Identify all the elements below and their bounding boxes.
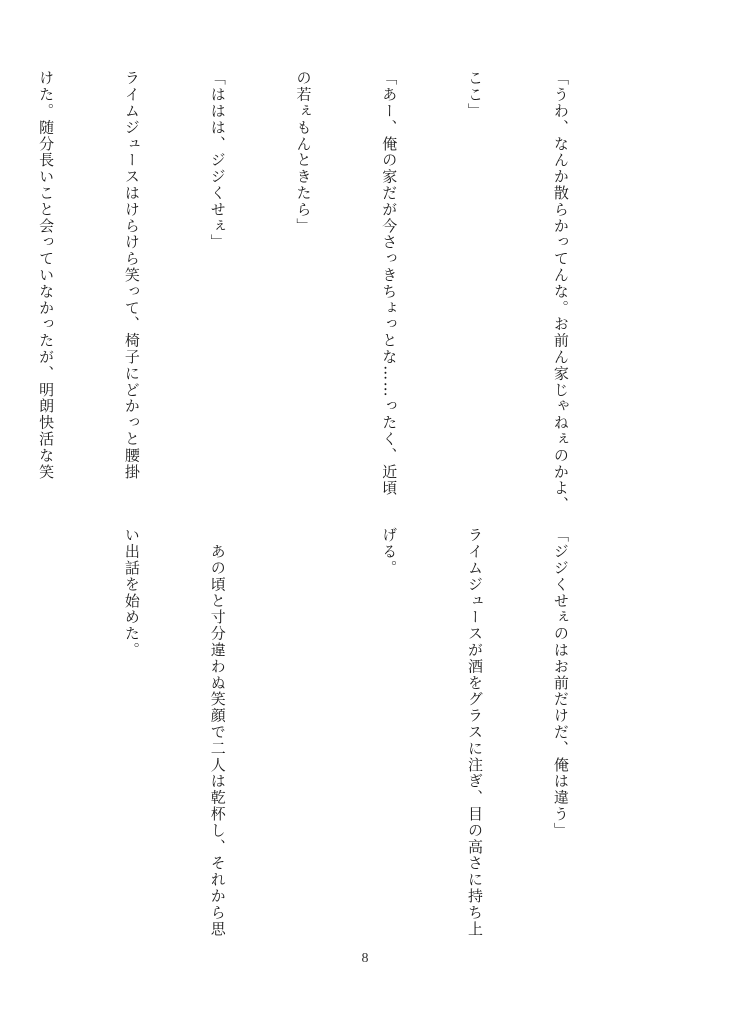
- text-line: 「あー、俺の家だが今さっきちょっとな……ったく、近頃: [380, 70, 399, 497]
- text-line: けた。随分長いこと会っていなかったが、明朗快活な笑: [37, 70, 56, 480]
- text-line: い出話を始めた。: [122, 527, 141, 659]
- upper-text-block: [0, 70, 632, 513]
- lower-text-block: [60, 527, 632, 957]
- page-number: 8: [361, 951, 369, 966]
- text-line: ここ」: [466, 70, 485, 120]
- text-line: げる。: [380, 527, 399, 577]
- text-line: の若ぇもんときたら」: [294, 70, 313, 234]
- text-line: ライムジュースはけらけら笑って、椅子にどかっと腰掛: [122, 70, 141, 480]
- text-line: あの頃と寸分違わぬ笑顔で二人は乾杯し、それから思: [208, 527, 227, 937]
- blank-line: [289, 527, 318, 957]
- text-line: 「ジジくせぇのはお前だけだ、俺は違う」: [551, 527, 570, 839]
- text-line: ライムジュースが酒をグラスに注ぎ、目の高さに持ち上: [466, 527, 485, 937]
- text-line: 「うわ、なんか散らかってんな。お前ん家じゃねぇのかよ、: [551, 70, 570, 513]
- text-line: 「ははは、ジジくせぇ」: [208, 70, 227, 251]
